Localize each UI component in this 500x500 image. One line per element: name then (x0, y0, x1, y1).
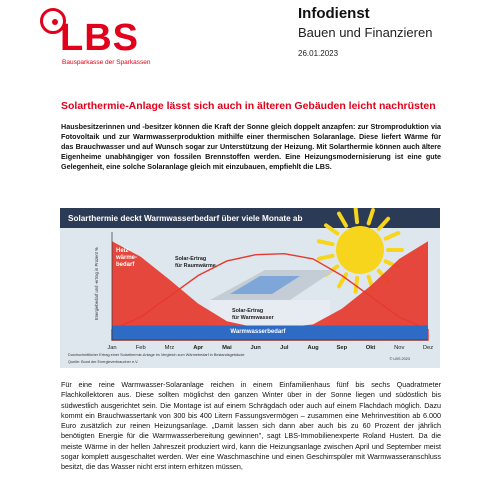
chart-svg (60, 208, 440, 368)
x-tick-label: Jul (280, 345, 289, 351)
x-tick-label: Apr (193, 345, 204, 351)
sun-icon (336, 226, 384, 274)
header-subtitle: Bauen und Finanzieren (298, 25, 433, 40)
logo-subtitle: Bausparkasse der Sparkassen (62, 59, 151, 66)
label-heating-demand: Heiz-wärme-bedarf (116, 248, 138, 268)
article-headline: Solarthermie-Anlage lässt sich auch in älteren Gebäuden leicht nachrüsten (61, 100, 436, 112)
label-solar-water: Solar-Ertrag für Warmwasser (232, 308, 274, 321)
sun-ray (319, 241, 333, 244)
header-date: 26.01.2023 (298, 49, 339, 58)
sun-ray (356, 208, 357, 222)
label-water-demand: Warmwasserbedarf (230, 329, 286, 335)
sun-ray (386, 233, 399, 239)
chart-source: Quelle: Bund der Energieverbraucher e.V. (68, 360, 139, 364)
x-tick-label: Feb (135, 345, 146, 351)
x-tick-label: Okt (365, 345, 376, 351)
article-body: Für eine reine Warmwasser-Solaranlage reichen in einem Einfamilienhaus fünf bis sechs Quadratmeter Flachkollektoren aus. Diese sollten möglichst den ganzen Winter über in der Sonne liegen und südöstlich bis südwestlich ausgerichtet sein. Die Montage ist auf einem Schrägdach oder auch auf einem Flachdach möglich. Dazu kommt ein Brauchwassertank von 300 bis 400 Litern Fassungsvermögen – zusammen eine Mehrinvestition ab 6.000 Euro zusätzlich zur reinen Heizungsanlage. „Damit lassen sich dann aber auch bis zu 60 Prozent der jährlich benötigten Energie für die Warmwasserbereitung gewinnen", sagt LBS-Immobilienexperte Roland Hustert. Da die meiste Wärme in der hellen Jahreszeit produziert wird, kann die Heizungsanlage zwischen April und September meist sogar komplett ausgeschaltet werden. Wer eine Waschmaschine und einen Geschirrspüler mit Warmwasseranschluss besitzt, die das Wasser nicht erst intern erhitzen müssen, (61, 380, 441, 472)
chart-credit: © LBS 2023 (389, 357, 410, 361)
sun-ray (319, 256, 333, 259)
x-tick-label: Jun (250, 345, 261, 351)
solar-chart (60, 208, 440, 368)
x-tick-label: Mrz (164, 345, 175, 351)
chart-footnote: Durchschnittlicher Ertrag einer Solarthermie-Anlage im Vergleich zum Wärmebedarf in Bestandsgebäude (68, 353, 245, 357)
x-tick-label: Sep (336, 345, 348, 351)
header-title: Infodienst (298, 5, 370, 22)
label-solar-space: Solar-Ertrag für Raumwärme (175, 256, 216, 269)
article-lead: Hausbesitzerinnen und -besitzer können die Kraft der Sonne gleich doppelt anzapfen: zur Stromproduktion via Fotovoltaik und zur Warmwasserproduktion mithilfe einer thermischen Solaranlage. Diese liefert Wärme für das Brauchwasser und auf Wunsch sogar zur Unterstützung der Heizung. Mit Solarthermie können auch ältere Eigenheime unabhängiger von fossilen Brennstoffen werden. Eine Heizungsmodernisierung ist eine gute Gelegenheit, eine solche Solaranlage gleich mit einzubauen, empfiehlt die LBS. (61, 122, 441, 171)
x-tick-label: Mai (222, 345, 232, 351)
lbs-logo (40, 8, 190, 70)
x-tick-label: Dez (422, 345, 434, 351)
x-tick-label: Jan (107, 345, 117, 351)
chart-title: Solarthermie deckt Warmwasserbedarf über viele Monate ab (68, 214, 303, 223)
x-tick-label: Aug (307, 345, 319, 351)
y-axis-label: Energiebedarf und -ertrag in Prozent % (94, 247, 99, 320)
x-tick-label: Nov (394, 345, 405, 351)
logo-text: LBS (60, 17, 139, 59)
